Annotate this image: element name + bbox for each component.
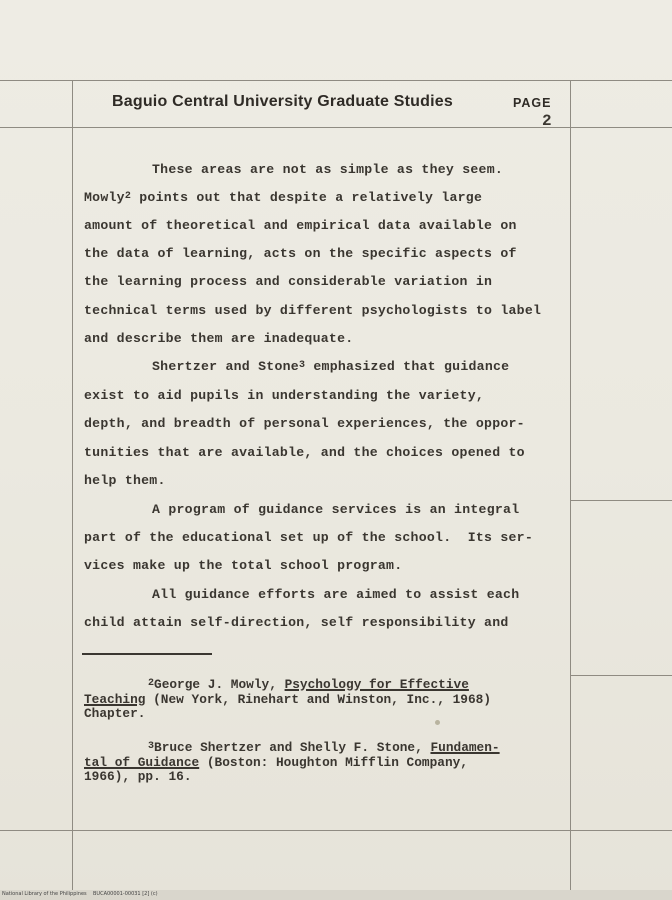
footnote-3-title-part-1: Fundamen- [430,740,500,755]
p1-line-3: amount of theoretical and empirical data available on [84,218,517,233]
p1-line-5: the learning process and considerable variation in [84,274,493,289]
footnote-3-author: Bruce Shertzer and Shelly F. Stone, [154,740,431,755]
footnote-3-publisher: (Boston: Houghton Mifflin Company, [199,755,468,770]
footnote-2-author: George J. Mowly, [154,677,285,692]
p4-line-1: All guidance efforts are aimed to assist each [152,587,520,602]
footnote-3-title-part-2: tal of Guidance [84,755,200,770]
footnote-2-title-part-1: Psychology for Effective [284,677,469,692]
p1-line-2-b: points out that despite a relatively large [131,190,483,205]
page-title: Baguio Central University Graduate Studies [112,93,453,110]
right-margin-line [570,80,571,890]
p1-line-6: technical terms used by different psychologists to label [84,303,542,318]
footnote-2-line-2 [84,692,491,707]
footnote-2-publisher: (New York, Rinehart and Winston, Inc., 1968) [145,692,492,707]
footnote-separator [82,653,212,655]
p2-line-4: tunities that are available, and the choices opened to [84,445,525,460]
top-rule [0,80,672,81]
footnote-ref-3: 3 [298,360,306,371]
right-box-rule-2 [570,675,672,676]
p1-line-4: the data of learning, acts on the specific aspects of [84,246,517,261]
p2-line-1-b: emphasized that guidance [305,359,510,374]
page-number: 2 [542,112,552,130]
p2-line-2: exist to aid pupils in understanding the variety, [84,388,485,403]
p3-line-1: A program of guidance services is an integral [152,502,520,517]
footnote-2-number: 2 [148,678,155,689]
p1-line-7: and describe them are inadequate. [84,331,354,346]
footnote-3-number: 3 [148,741,155,752]
p1-line-2 [84,190,482,205]
left-margin-line [72,80,73,890]
footnote-3-line-2 [84,755,468,770]
p2-line-3: depth, and breadth of personal experiences, the oppor- [84,416,525,431]
footnote-3-line-1 [148,740,500,755]
footnote-2-title-part-2: Teaching [84,692,146,707]
p2-line-1-a: Shertzer and Stone [152,359,299,374]
footnote-2-line-1 [148,677,469,692]
footnote-2-line-3: Chapter. [84,706,146,721]
p4-line-2: child attain self-direction, self responsibility and [84,615,509,630]
footnote-ref-2: 2 [124,191,132,202]
p2-line-1 [152,359,509,374]
page-label: PAGE [513,96,552,110]
p2-line-5: help them. [84,473,166,488]
header-rule [0,127,672,128]
right-box-rule-1 [570,500,672,501]
p1-line-2-a: Mowly [84,190,125,205]
scan-footer-text: National Library of the Philippines BUCA00001-00031 [2] (c) [2,891,158,897]
p3-line-3: vices make up the total school program. [84,558,403,573]
p1-line-1: These areas are not as simple as they seem. [152,162,504,177]
ink-spot [435,720,440,725]
bottom-rule [0,830,672,831]
p3-line-2: part of the educational set up of the school. Its ser- [84,530,534,545]
footnote-3-line-3: 1966), pp. 16. [84,769,192,784]
